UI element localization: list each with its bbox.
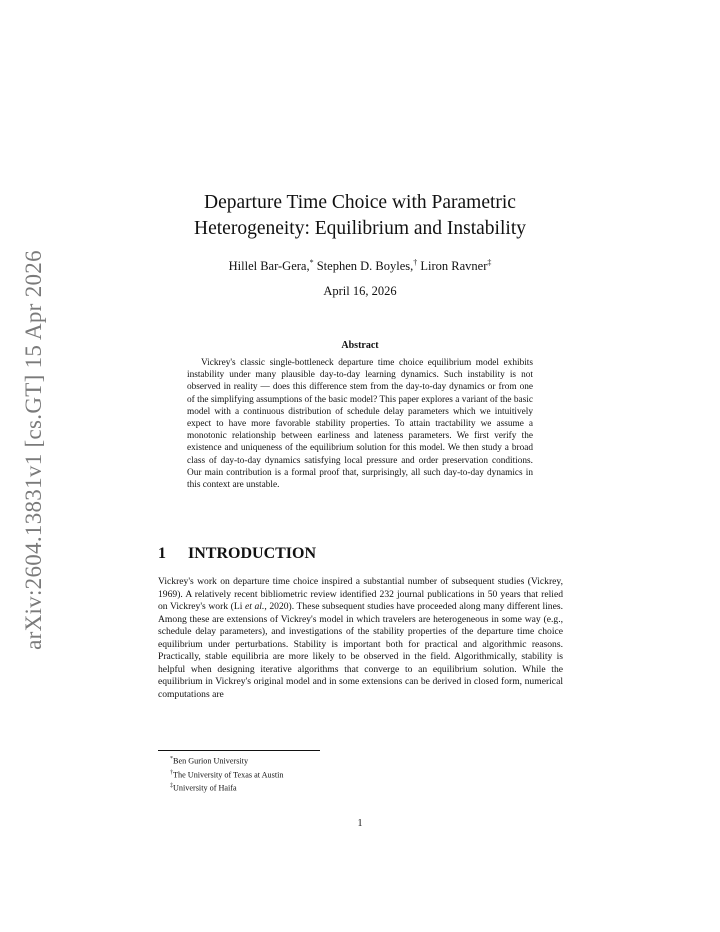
footnote-text: Ben Gurion University (173, 756, 249, 766)
abstract-text: Vickrey's classic single-bottleneck departure time choice equilibrium model exhibits instability under many plausible day-to-day learning dynamics. Such instability is not observed in reality — does this difference stem from the day-to-day dynamics or from one of the simplifying assumptions of the basic model? This paper explores a variant of the basic model with a continuous distribution of schedule delay parameters which we intuitively expect to have more favorable stability properties. To attain tractability we assume a monotonic relationship between earliness and lateness parameters. We first verify the existence and uniqueness of the equilibrium solution for this model. We then study a broad class of day-to-day dynamics satisfying local pressure and order preservation conditions. Our main contribution is a formal proof that, surprisingly, all such day-to-day dynamics in this context are unstable. (187, 358, 533, 491)
author-mark: ‡ (487, 258, 492, 267)
paper-date: April 16, 2026 (323, 284, 397, 298)
intro-text-part-2: , 2020). These subsequent studies have proceeded along many different lines. Among these are extensions of Vickrey's model in which travelers are heterogeneous in some way (e.g., schedule delay parameters), and investigations of the stability properties of the departure time choice equilibrium under perturbations. Stability is important both for practical and algorithmic reasons. Practically, stable equilibria are more likely to be observed in the field. Algorithmically, stability is helpful when designing iterative algorithms that converge to an equilibrium solution. While the equilibrium in Vickrey's original model and in some extensions can be derived in closed form, numerical computations are (158, 601, 563, 700)
section-number: 1 (158, 545, 166, 562)
paper-title (100, 190, 620, 242)
section-title: INTRODUCTION (188, 545, 317, 562)
arxiv-sidebar-stamp (15, 250, 53, 650)
author-mark: † (413, 258, 418, 267)
footnote-text: The University of Texas at Austin (173, 770, 284, 780)
intro-text-part-1: Vickrey's work on departure time choice inspired a substantial number of subsequent studies (Vickrey, 1969). A relatively recent bibliometric review identified 232 journal publications in 50 years that relied on Vickrey's work (Li (158, 576, 563, 612)
author-mark: * (309, 258, 314, 267)
author-name: Stephen D. Boyles, (316, 259, 414, 274)
section-heading (158, 545, 316, 563)
intro-et-al: et al. (245, 601, 265, 612)
footnote-mark: ‡ (170, 783, 173, 790)
title-line-1: Departure Time Choice with Parametric (204, 192, 516, 213)
abstract-heading: Abstract (341, 340, 379, 351)
title-line-2: Heterogeneity: Equilibrium and Instability (194, 218, 526, 239)
intro-paragraph (158, 576, 563, 701)
footnotes (170, 754, 283, 795)
footnote-mark: † (170, 769, 173, 776)
footnote-mark: * (170, 756, 173, 762)
footnote-divider (158, 750, 320, 751)
author-name: Liron Ravner (420, 259, 488, 274)
author-list (100, 258, 620, 274)
arxiv-id-text: arXiv:2604.13831v1 [cs.GT] 15 Apr 2026 (21, 250, 47, 650)
footnote-item (170, 768, 283, 782)
author-name: Hillel Bar-Gera, (228, 259, 310, 274)
footnote-item (170, 754, 283, 768)
footnote-text: University of Haifa (173, 783, 237, 793)
footnote-item (170, 781, 283, 795)
page-number: 1 (357, 818, 363, 829)
